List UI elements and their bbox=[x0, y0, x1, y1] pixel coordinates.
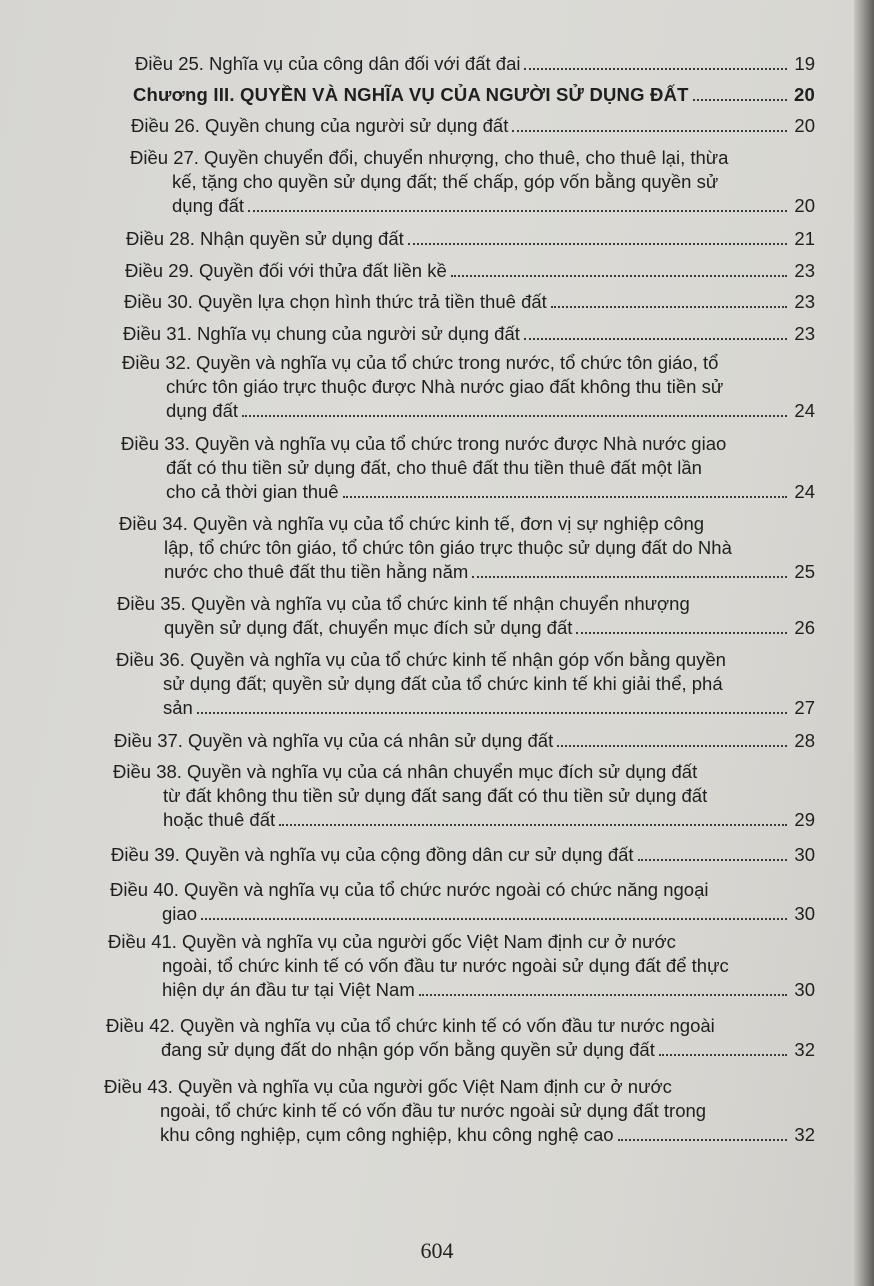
toc-page-number: 29 bbox=[794, 809, 815, 830]
toc-entry bbox=[124, 290, 815, 314]
dot-leader bbox=[451, 274, 787, 277]
dot-leader bbox=[524, 337, 787, 340]
dot-leader bbox=[279, 823, 787, 826]
toc-page-number: 25 bbox=[794, 561, 815, 582]
dot-leader bbox=[343, 495, 787, 498]
dot-leader bbox=[618, 1138, 787, 1141]
toc-entry-line: Điều 35. Quyền và nghĩa vụ của tổ chức kinh tế nhận chuyển nhượng bbox=[117, 593, 690, 614]
toc-entry-line: Điều 42. Quyền và nghĩa vụ của tổ chức kinh tế có vốn đầu tư nước ngoài bbox=[106, 1015, 715, 1036]
dot-leader bbox=[512, 129, 787, 132]
toc-entry-line: kế, tặng cho quyền sử dụng đất; thế chấp, góp vốn bằng quyền sử bbox=[172, 171, 719, 192]
toc-entry bbox=[114, 729, 815, 753]
toc-entry bbox=[121, 432, 815, 504]
dot-leader bbox=[659, 1053, 787, 1056]
toc-entry bbox=[106, 1014, 815, 1062]
dot-leader bbox=[638, 858, 787, 861]
dot-leader bbox=[576, 631, 787, 634]
toc-chapter-heading bbox=[133, 83, 815, 107]
toc-entry bbox=[135, 52, 815, 76]
toc-entry-title: Điều 30. Quyền lựa chọn hình thức trả tiền thuê đất bbox=[124, 291, 547, 312]
toc-entry bbox=[111, 843, 815, 867]
dot-leader bbox=[201, 917, 787, 920]
toc-entry-title: Điều 25. Nghĩa vụ của công dân đối với đất đai bbox=[135, 53, 521, 74]
toc-page-number: 20 bbox=[794, 195, 815, 216]
toc-entry-line: từ đất không thu tiền sử dụng đất sang đất có thu tiền sử dụng đất bbox=[163, 785, 708, 806]
toc-page-number: 30 bbox=[794, 844, 815, 865]
dot-leader bbox=[693, 98, 787, 101]
toc-entry-title: hiện dự án đầu tư tại Việt Nam bbox=[162, 979, 415, 1000]
dot-leader bbox=[408, 242, 787, 245]
toc-page-number: 32 bbox=[794, 1124, 815, 1145]
toc-entry-title: Điều 31. Nghĩa vụ chung của người sử dụng đất bbox=[123, 323, 520, 344]
toc-entry-line: chức tôn giáo trực thuộc được Nhà nước giao đất không thu tiền sử bbox=[166, 376, 724, 397]
toc-entry bbox=[131, 114, 815, 138]
toc-page-number: 24 bbox=[794, 400, 815, 421]
toc-entry bbox=[110, 878, 815, 926]
toc-page-number: 26 bbox=[794, 617, 815, 638]
toc-entry-title: Điều 37. Quyền và nghĩa vụ của cá nhân sử dụng đất bbox=[114, 730, 554, 751]
toc-entry bbox=[126, 227, 815, 251]
toc-page-number: 20 bbox=[794, 115, 815, 136]
toc-entry-line: Điều 36. Quyền và nghĩa vụ của tổ chức kinh tế nhận góp vốn bằng quyền bbox=[116, 649, 726, 670]
toc-entry-line: đất có thu tiền sử dụng đất, cho thuê đất thu tiền thuê đất một lần bbox=[166, 457, 702, 478]
toc-page-number: 28 bbox=[794, 730, 815, 751]
toc-entry bbox=[125, 259, 815, 283]
page-number: 604 bbox=[420, 1238, 454, 1263]
toc-page-number: 23 bbox=[794, 323, 815, 344]
toc-entry-title: giao bbox=[162, 903, 197, 924]
toc-entry-line: lập, tổ chức tôn giáo, tổ chức tôn giáo trực thuộc sử dụng đất do Nhà bbox=[164, 537, 732, 558]
toc-entry-line: Điều 27. Quyền chuyển đổi, chuyển nhượng, cho thuê, cho thuê lại, thừa bbox=[130, 147, 729, 168]
toc-entry-title: Điều 29. Quyền đối với thửa đất liền kề bbox=[125, 260, 447, 281]
toc-entry-title: sản bbox=[163, 697, 193, 718]
toc-entry-line: Điều 32. Quyền và nghĩa vụ của tổ chức trong nước, tổ chức tôn giáo, tổ bbox=[122, 352, 719, 373]
toc-entry bbox=[130, 146, 815, 218]
toc-entry-line: sử dụng đất; quyền sử dụng đất của tổ chức kinh tế khi giải thể, phá bbox=[163, 673, 723, 694]
dot-leader bbox=[248, 209, 787, 212]
toc-entry-title: dụng đất bbox=[172, 195, 245, 216]
toc-page-number: 32 bbox=[794, 1039, 815, 1060]
toc-entry bbox=[113, 760, 815, 832]
toc-entry bbox=[104, 1075, 815, 1147]
dot-leader bbox=[242, 414, 787, 417]
toc-entry bbox=[108, 930, 815, 1002]
toc-page-number: 23 bbox=[794, 260, 815, 281]
toc-entry-line: Điều 41. Quyền và nghĩa vụ của người gốc Việt Nam định cư ở nước bbox=[108, 931, 676, 952]
dot-leader bbox=[472, 575, 787, 578]
toc-entry bbox=[123, 322, 815, 346]
dot-leader bbox=[419, 993, 787, 996]
toc-entry bbox=[117, 592, 815, 640]
toc-entry-line: ngoài, tổ chức kinh tế có vốn đầu tư nước ngoài sử dụng đất trong bbox=[160, 1100, 707, 1121]
toc-entry-title: khu công nghiệp, cụm công nghiệp, khu công nghệ cao bbox=[160, 1124, 614, 1145]
toc-entry-line: Điều 43. Quyền và nghĩa vụ của người gốc Việt Nam định cư ở nước bbox=[104, 1076, 672, 1097]
toc-entry bbox=[116, 648, 815, 720]
toc-entry-title: Điều 39. Quyền và nghĩa vụ của cộng đồng dân cư sử dụng đất bbox=[111, 844, 634, 865]
toc-page-number: 19 bbox=[794, 53, 815, 74]
toc-page-number: 30 bbox=[794, 979, 815, 1000]
toc-entry-title: đang sử dụng đất do nhận góp vốn bằng quyền sử dụng đất bbox=[161, 1039, 655, 1060]
toc-page-number: 21 bbox=[794, 228, 815, 249]
toc-page-number: 27 bbox=[794, 697, 815, 718]
toc-entry-title: nước cho thuê đất thu tiền hằng năm bbox=[164, 561, 469, 582]
dot-leader bbox=[524, 67, 787, 70]
toc-entry-line: Điều 40. Quyền và nghĩa vụ của tổ chức nước ngoài có chức năng ngoại bbox=[110, 879, 709, 900]
toc-entry bbox=[122, 351, 815, 423]
toc-entry-title: dụng đất bbox=[166, 400, 239, 421]
toc-page-number: 24 bbox=[794, 481, 815, 502]
toc-page-number: 30 bbox=[794, 903, 815, 924]
toc-entry-line: Điều 34. Quyền và nghĩa vụ của tổ chức kinh tế, đơn vị sự nghiệp công bbox=[119, 513, 705, 534]
toc-entry bbox=[119, 512, 815, 584]
dot-leader bbox=[557, 744, 787, 747]
toc-entry-title: hoặc thuê đất bbox=[163, 809, 276, 830]
toc-entry-title: Chương III. QUYỀN VÀ NGHĨA VỤ CỦA NGƯỜI SỬ DỤNG ĐẤT bbox=[133, 84, 689, 105]
dot-leader bbox=[551, 305, 787, 308]
toc-entry-title: Điều 26. Quyền chung của người sử dụng đất bbox=[131, 115, 509, 136]
toc-entry-title: quyền sử dụng đất, chuyển mục đích sử dụng đất bbox=[164, 617, 573, 638]
toc-entry-line: Điều 33. Quyền và nghĩa vụ của tổ chức trong nước được Nhà nước giao bbox=[121, 433, 727, 454]
toc-entry-line: Điều 38. Quyền và nghĩa vụ của cá nhân chuyển mục đích sử dụng đất bbox=[113, 761, 698, 782]
dot-leader bbox=[197, 711, 787, 714]
toc-page-number: 20 bbox=[794, 84, 815, 105]
toc-entry-title: Điều 28. Nhận quyền sử dụng đất bbox=[126, 228, 404, 249]
toc-entry-line: ngoài, tổ chức kinh tế có vốn đầu tư nước ngoài sử dụng đất để thực bbox=[162, 955, 729, 976]
toc-page-number: 23 bbox=[794, 291, 815, 312]
toc-entry-title: cho cả thời gian thuê bbox=[166, 481, 339, 502]
